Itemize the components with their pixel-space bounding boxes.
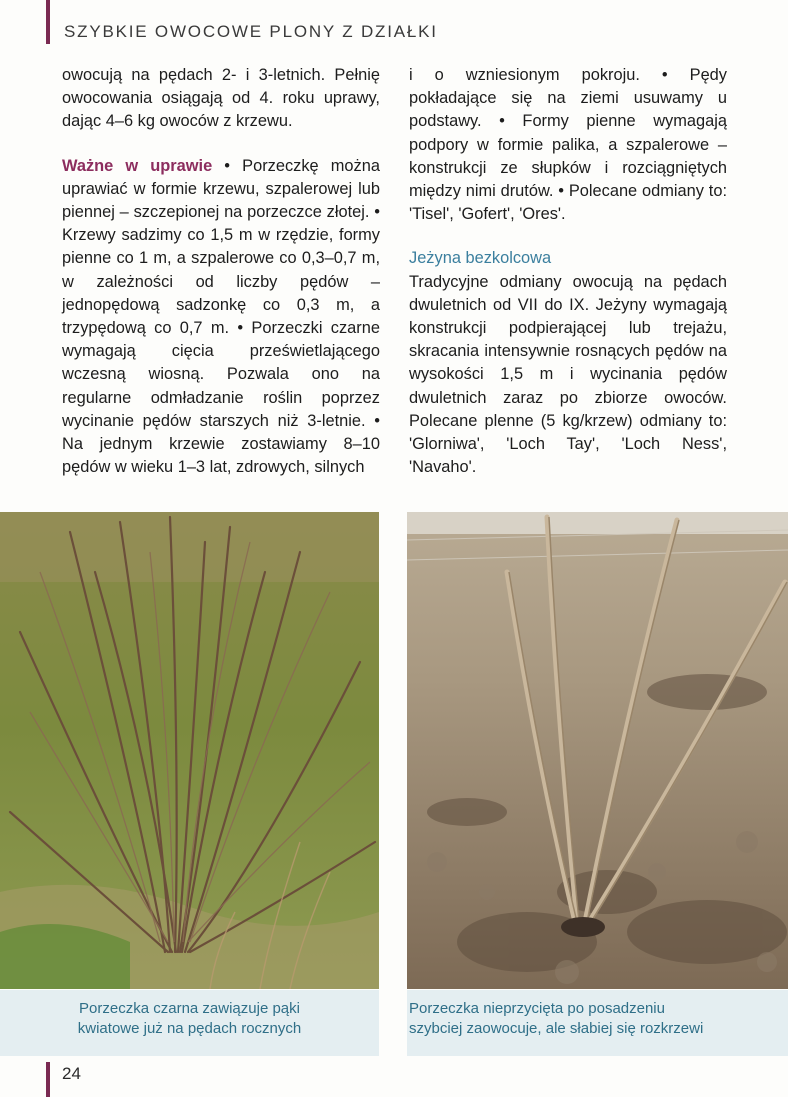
caption-right — [407, 990, 788, 1056]
blackberry-canes-illustration — [407, 512, 788, 989]
running-header: SZYBKIE OWOCOWE PLONY Z DZIAŁKI — [64, 22, 438, 41]
caption-left-line-2: kwiatowe już na pędach rocznych — [77, 1020, 302, 1037]
section-heading: Jeżyna bezkolcowa — [409, 249, 552, 268]
continuation-paragraph: i o wzniesionym pokroju. • Pędy pokładające się na ziemi usuwamy u podstawy. • Formy pienne wymagają podpory w formie palika, a szpalerowe – konstrukcji ze słupków i rozciągniętych między nimi drutów. • Polecane odmiany to: 'Tisel', 'Gofert', 'Ores'. — [409, 66, 727, 224]
right-text-column — [409, 64, 727, 479]
caption-left — [0, 990, 379, 1056]
caption-right-line-2: szybciej zaowocuje, ale słabiej się rozkrzewi — [409, 1020, 704, 1037]
blackcurrant-bush-illustration — [0, 512, 379, 989]
care-paragraph-body: • Porzeczkę można uprawiać w formie krzewu, szpalerowej lub piennej – szczepionej na porzeczce złotej. • Krzewy sadzimy co 1,5 m w rzędzie, formy pienne co 1 m, a szpalerowe co 0,3–0,7 m, w zależności od liczby pędów – jednopędową sadzonkę co 0,3 m, a trzypędową co 0,7 m. • Porzeczki czarne wymagają cięcia prześwietlającego wczesną wiosną. Pozwala ono na regularne odmładzanie roślin poprzez wycinanie pędów starszych niż 3-letnie. • Na jednym krzewie zostawiamy 8–10 pędów w wieku 1–3 lat, zdrowych, silnych — [62, 156, 380, 477]
page-number: 24 — [62, 1064, 81, 1083]
header-accent-bar — [46, 0, 50, 44]
left-text-column — [62, 64, 380, 479]
photo-blackcurrant-bush — [0, 512, 379, 989]
footer-accent-bar — [46, 1062, 50, 1097]
caption-right-line-1: Porzeczka nieprzycięta po posadzeniu — [409, 1000, 665, 1017]
blackberry-paragraph: Tradycyjne odmiany owocują na pędach dwuletnich od VII do IX. Jeżyny wymagają konstrukcji podpierającej lub trejażu, skracania intensywnie rosnących pędów na wysokości 1,5 m i wycinania pędów dwuletnich zaraz po zbiorze owoców. Polecane plenne (5 kg/krzew) odmiany to: 'Glorniwa', 'Loch Tay', 'Loch Ness', 'Navaho'. — [409, 272, 727, 477]
caption-left-line-1: Porzeczka czarna zawiązuje pąki — [79, 1000, 300, 1017]
intro-paragraph: owocują na pędach 2- i 3-letnich. Pełnię owocowania osiągają od 4. roku uprawy, dając 4–6 kg owoców z krzewu. — [62, 66, 380, 131]
lead-heading: Ważne w uprawie — [62, 156, 213, 175]
care-paragraph — [62, 155, 380, 480]
photo-blackberry-canes — [407, 512, 788, 989]
